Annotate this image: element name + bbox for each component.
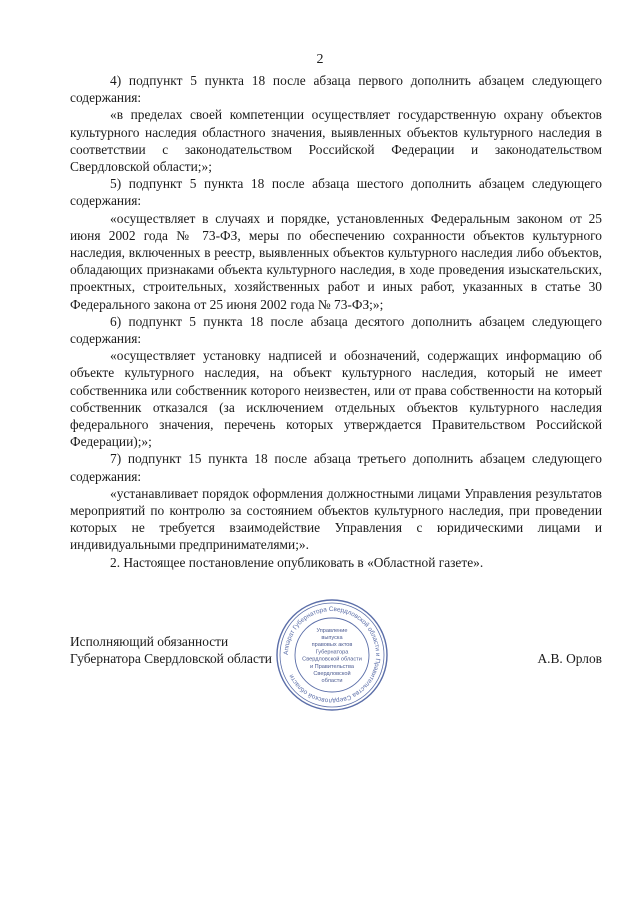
signer-title-line2: Губернатора Свердловской области [70,651,272,667]
paragraph-quote-5: «осуществляет в случаях и порядке, установленных Федеральным законом от 25 июня 2002 года № 73-ФЗ, меры по обеспечению сохранности объектов культурного наследия, включенных в реестр, выявленных объектов культурного наследия либо объектов, обладающих признаками объекта культурного наследия, в ходе проведения изыскательских, проектных, строительных, хозяйственных работ и иных работ, указанных в статье 30 Федерального закона от 25 июня 2002 года № 73-ФЗ;»; [70,210,602,312]
stamp-center-line: правовых актов [311,642,353,649]
paragraph-item-5: 5) подпункт 5 пункта 18 после абзаца шестого дополнить абзацем следующего содержания: [70,176,602,209]
paragraph-quote-6: «осуществляет установку надписей и обозначений, содержащих информацию об объекте культурного наследия, на объект культурного наследия, который не имеет собственника или собственник которого неизвестен, или от права собственности на который собственник отказался (за исключением отдельных объектов культурного наследия федерального значения, перечень которых утверждается Правительством Российской Федерации);»; [70,348,602,450]
document-body [70,72,602,571]
official-stamp [274,597,390,713]
stamp-center-line: Управление [316,627,348,634]
stamp-ring-text: Аппарат Губернатора Свердловской области и Правительства Свердловской области [282,605,382,705]
paragraph-quote-7: «устанавливает порядок оформления должностными лицами Управления результатов мероприятий по контролю за состоянием объектов культурного наследия, при проведении которых не требуется взаимодействие Управления с юридическими лицами и индивидуальными предпринимателями;». [70,485,602,553]
stamp-center-line: области [321,678,343,685]
signature-block [70,605,602,723]
stamp-center-line: Свердловской [313,671,351,677]
paragraph-item-6: 6) подпункт 5 пункта 18 после абзаца десятого дополнить абзацем следующего содержания: [70,313,602,347]
stamp-center-line: выпуска [321,635,343,641]
signer-name: А.В. Орлов [537,651,602,666]
stamp-center-line: и Правительства [310,663,354,670]
stamp-center-line: Губернатора [315,649,349,656]
page-number: 2 [316,52,324,67]
signer-title-line1: Исполняющий обязанности [70,634,229,649]
stamp-center-text [302,628,362,684]
stamp-center-line: Свердловской области [302,656,362,663]
paragraph-item-7: 7) подпункт 15 пункта 18 после абзаца третьего дополнить абзацем следующего содержания: [70,451,602,484]
signer-title [70,633,272,667]
paragraph-quote-4: «в пределах своей компетенции осуществляет государственную охрану объектов культурного наследия областного значения, выявленных объектов культурного наследия в соответствии с законодательством Российской Федерации и законодательством Свердловской области;»; [70,107,602,175]
paragraph-item-4: 4) подпункт 5 пункта 18 после абзаца первого дополнить абзацем следующего содержания: [70,73,602,106]
paragraph-publish: 2. Настоящее постановление опубликовать в «Областной газете». [110,554,484,570]
